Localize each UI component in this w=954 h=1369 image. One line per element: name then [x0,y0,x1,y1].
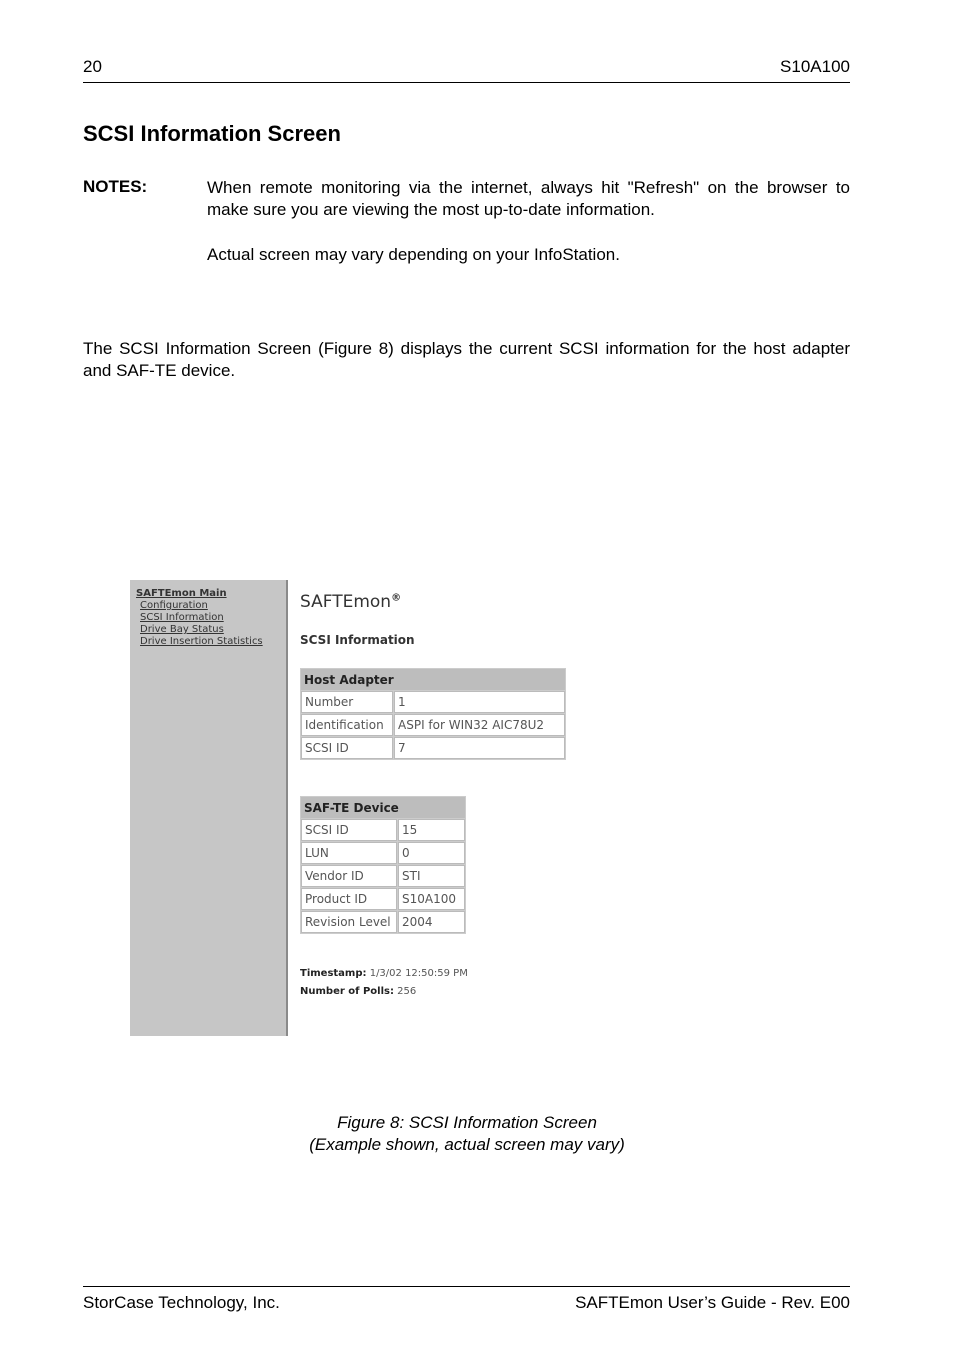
table-row [301,737,565,759]
saf-te-device-table [300,796,466,934]
row-value: 2004 [398,911,465,933]
row-value: 15 [398,819,465,841]
footer-company: StorCase Technology, Inc. [83,1293,280,1312]
intro-paragraph: The SCSI Information Screen (Figure 8) displays the current SCSI information for the host adapter and SAF-TE device. [83,339,850,380]
app-title-text: SAFTEmon [300,592,392,612]
figure-screenshot [130,580,580,1036]
row-label: SCSI ID [301,819,397,841]
header-model: S10A100 [780,57,850,76]
table-row [301,911,465,933]
sidebar-link-configuration[interactable]: Configuration [140,600,208,611]
row-label: Product ID [301,888,397,910]
timestamp-value: 1/3/02 12:50:59 PM [369,968,468,979]
row-label: Vendor ID [301,865,397,887]
row-label: Revision Level [301,911,397,933]
row-label: Number [301,691,393,713]
screenshot-page-heading: SCSI Information [300,633,415,647]
timestamp-label: Timestamp: [300,968,367,979]
row-label: LUN [301,842,397,864]
footer-guide: SAFTEmon User’s Guide - Rev. E00 [575,1293,850,1312]
row-value: 0 [398,842,465,864]
sidebar-link-scsi-information[interactable]: SCSI Information [140,612,224,623]
host-adapter-header: Host Adapter [301,669,565,690]
table-row [301,819,465,841]
table-row [301,842,465,864]
app-title [300,592,401,612]
table-row [301,888,465,910]
timestamp [300,968,468,979]
row-value: S10A100 [398,888,465,910]
screenshot-sidebar [130,580,288,1036]
number-of-polls [300,986,416,997]
header-rule [83,82,850,83]
registered-mark: ® [391,592,402,604]
row-value: STI [398,865,465,887]
table-row [301,714,565,736]
saf-te-device-header: SAF-TE Device [301,797,465,818]
row-value: ASPI for WIN32 AIC78U2 [394,714,565,736]
row-value: 7 [394,737,565,759]
sidebar-title-link[interactable]: SAFTEmon Main [136,588,227,599]
section-title: SCSI Information Screen [83,121,341,146]
notes-paragraph-2: Actual screen may vary depending on your InfoStation. [207,245,620,264]
sidebar-link-drive-insertion-statistics[interactable]: Drive Insertion Statistics [140,636,263,647]
sidebar-link-drive-bay-status[interactable]: Drive Bay Status [140,624,224,635]
figure-caption-line2: (Example shown, actual screen may vary) [309,1135,625,1154]
row-label: SCSI ID [301,737,393,759]
polls-label: Number of Polls: [300,986,394,997]
row-label: Identification [301,714,393,736]
table-row [301,865,465,887]
polls-value: 256 [397,986,417,997]
footer-rule [83,1286,850,1287]
table-row [301,691,565,713]
notes-paragraph-1: When remote monitoring via the internet, always hit "Refresh" on the browser to make sure you are viewing the most up-to-date information. [207,178,850,219]
row-value: 1 [394,691,565,713]
figure-caption-line1: Figure 8: SCSI Information Screen [337,1113,597,1132]
notes-label: NOTES: [83,177,148,196]
page-number: 20 [83,57,102,76]
host-adapter-table [300,668,566,760]
